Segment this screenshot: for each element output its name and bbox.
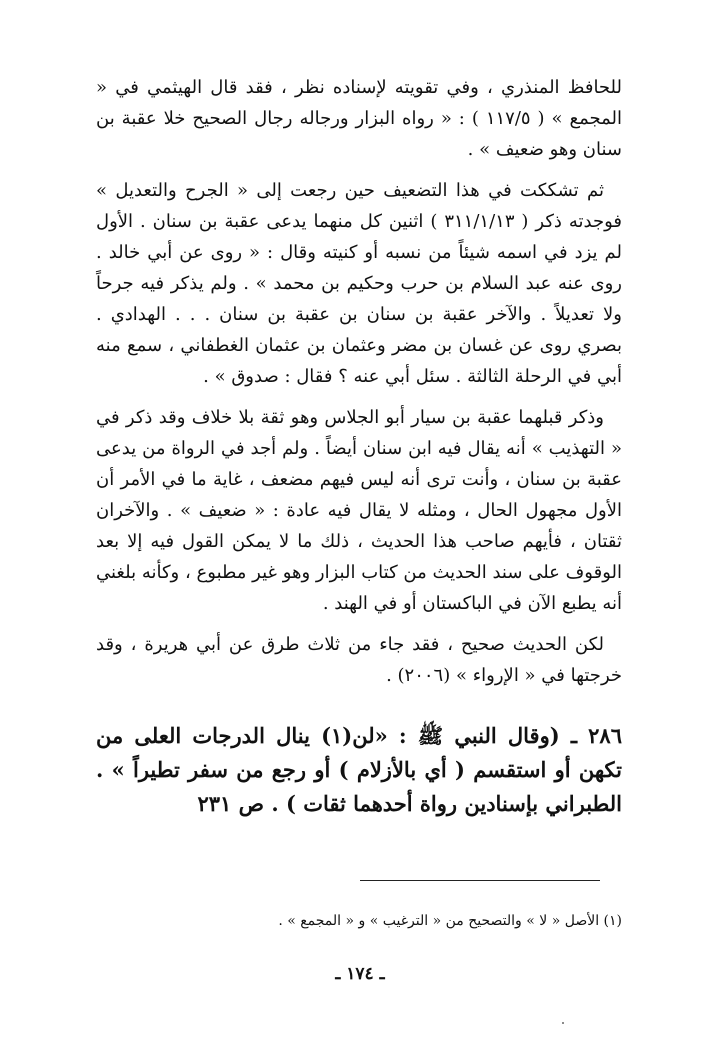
scan-speck [562,1022,564,1024]
paragraph-3: وذكر قبلهما عقبة بن سيار أبو الجلاس وهو ثقة بلا خلاف وقد ذكر في « التهذيب » أنه يقال فيه ابن سنان أيضاً . ولم أجد في الرواة من يدعى عقبة بن سنان ، وأنت ترى أنه ليس فيهم مضعف ، غاية ما في الأمر أن الأول مجهول الحال ، ومثله لا يقال فيه عادة : « ضعيف » . والآخران ثقتان ، فأيهم صاحب هذا الحديث ، ذلك ما لا يمكن القول فيه إلا بعد الوقوف على سند الحديث من كتاب البزار وهو غير مطبوع ، وكأنه بلغني أنه يطبع الآن في الباكستان أو في الهند . [96,407,622,614]
footnote: (١) الأصل « لا » والتصحيح من « الترغيب » و « المجمع » . [278,913,622,929]
hadith-text: ٢٨٦ ـ (وقال النبي ﷺ : «لن(١) ينال الدرجات العلى من تكهن أو استقسم ( أي بالأزلام ) أو رجع من سفر تطيراً » . الطبراني بإسنادين رواة أحدهما ثقات ) . ص ٢٣١ [96,723,622,816]
paragraph-2: ثم تشككت في هذا التضعيف حين رجعت إلى « الجرح والتعديل » فوجدته ذكر ( ٣١١/١/١٣ ) اثنين كل منهما يدعى عقبة بن سنان . الأول لم يزد في اسمه شيئاً من نسبه أو كنيته وقال : « روى عن أبي خالد . روى عنه عبد السلام بن حرب وحكيم بن محمد » . ولم يذكر فيه جرحاً ولا تعديلاً . والآخر عقبة بن سنان بن عقبة بن سنان . . . الهدادي . بصري روى عن غسان بن مضر وعثمان بن عثمان الغطفاني ، سمع منه أبي في الرحلة الثالثة . سئل أبي عنه ؟ فقال : صدوق » . [96,180,623,387]
page-body [96,72,622,821]
paragraph-4: لكن الحديث صحيح ، فقد جاء من ثلاث طرق عن أبي هريرة ، وقد خرجتها في « الإرواء » (٢٠٠٦) . [96,634,622,686]
footnote-separator [360,880,600,881]
paragraph-1: للحافظ المنذري ، وفي تقويته لإسناده نظر ، فقد قال الهيثمي في « المجمع » ( ١١٧/٥ ) : « رواه البزار ورجاله رجال الصحيح خلا عقبة بن سنان وهو ضعيف » . [96,77,622,160]
page-number: ـ ١٧٤ ـ [335,964,385,984]
hadith-block [96,719,622,821]
